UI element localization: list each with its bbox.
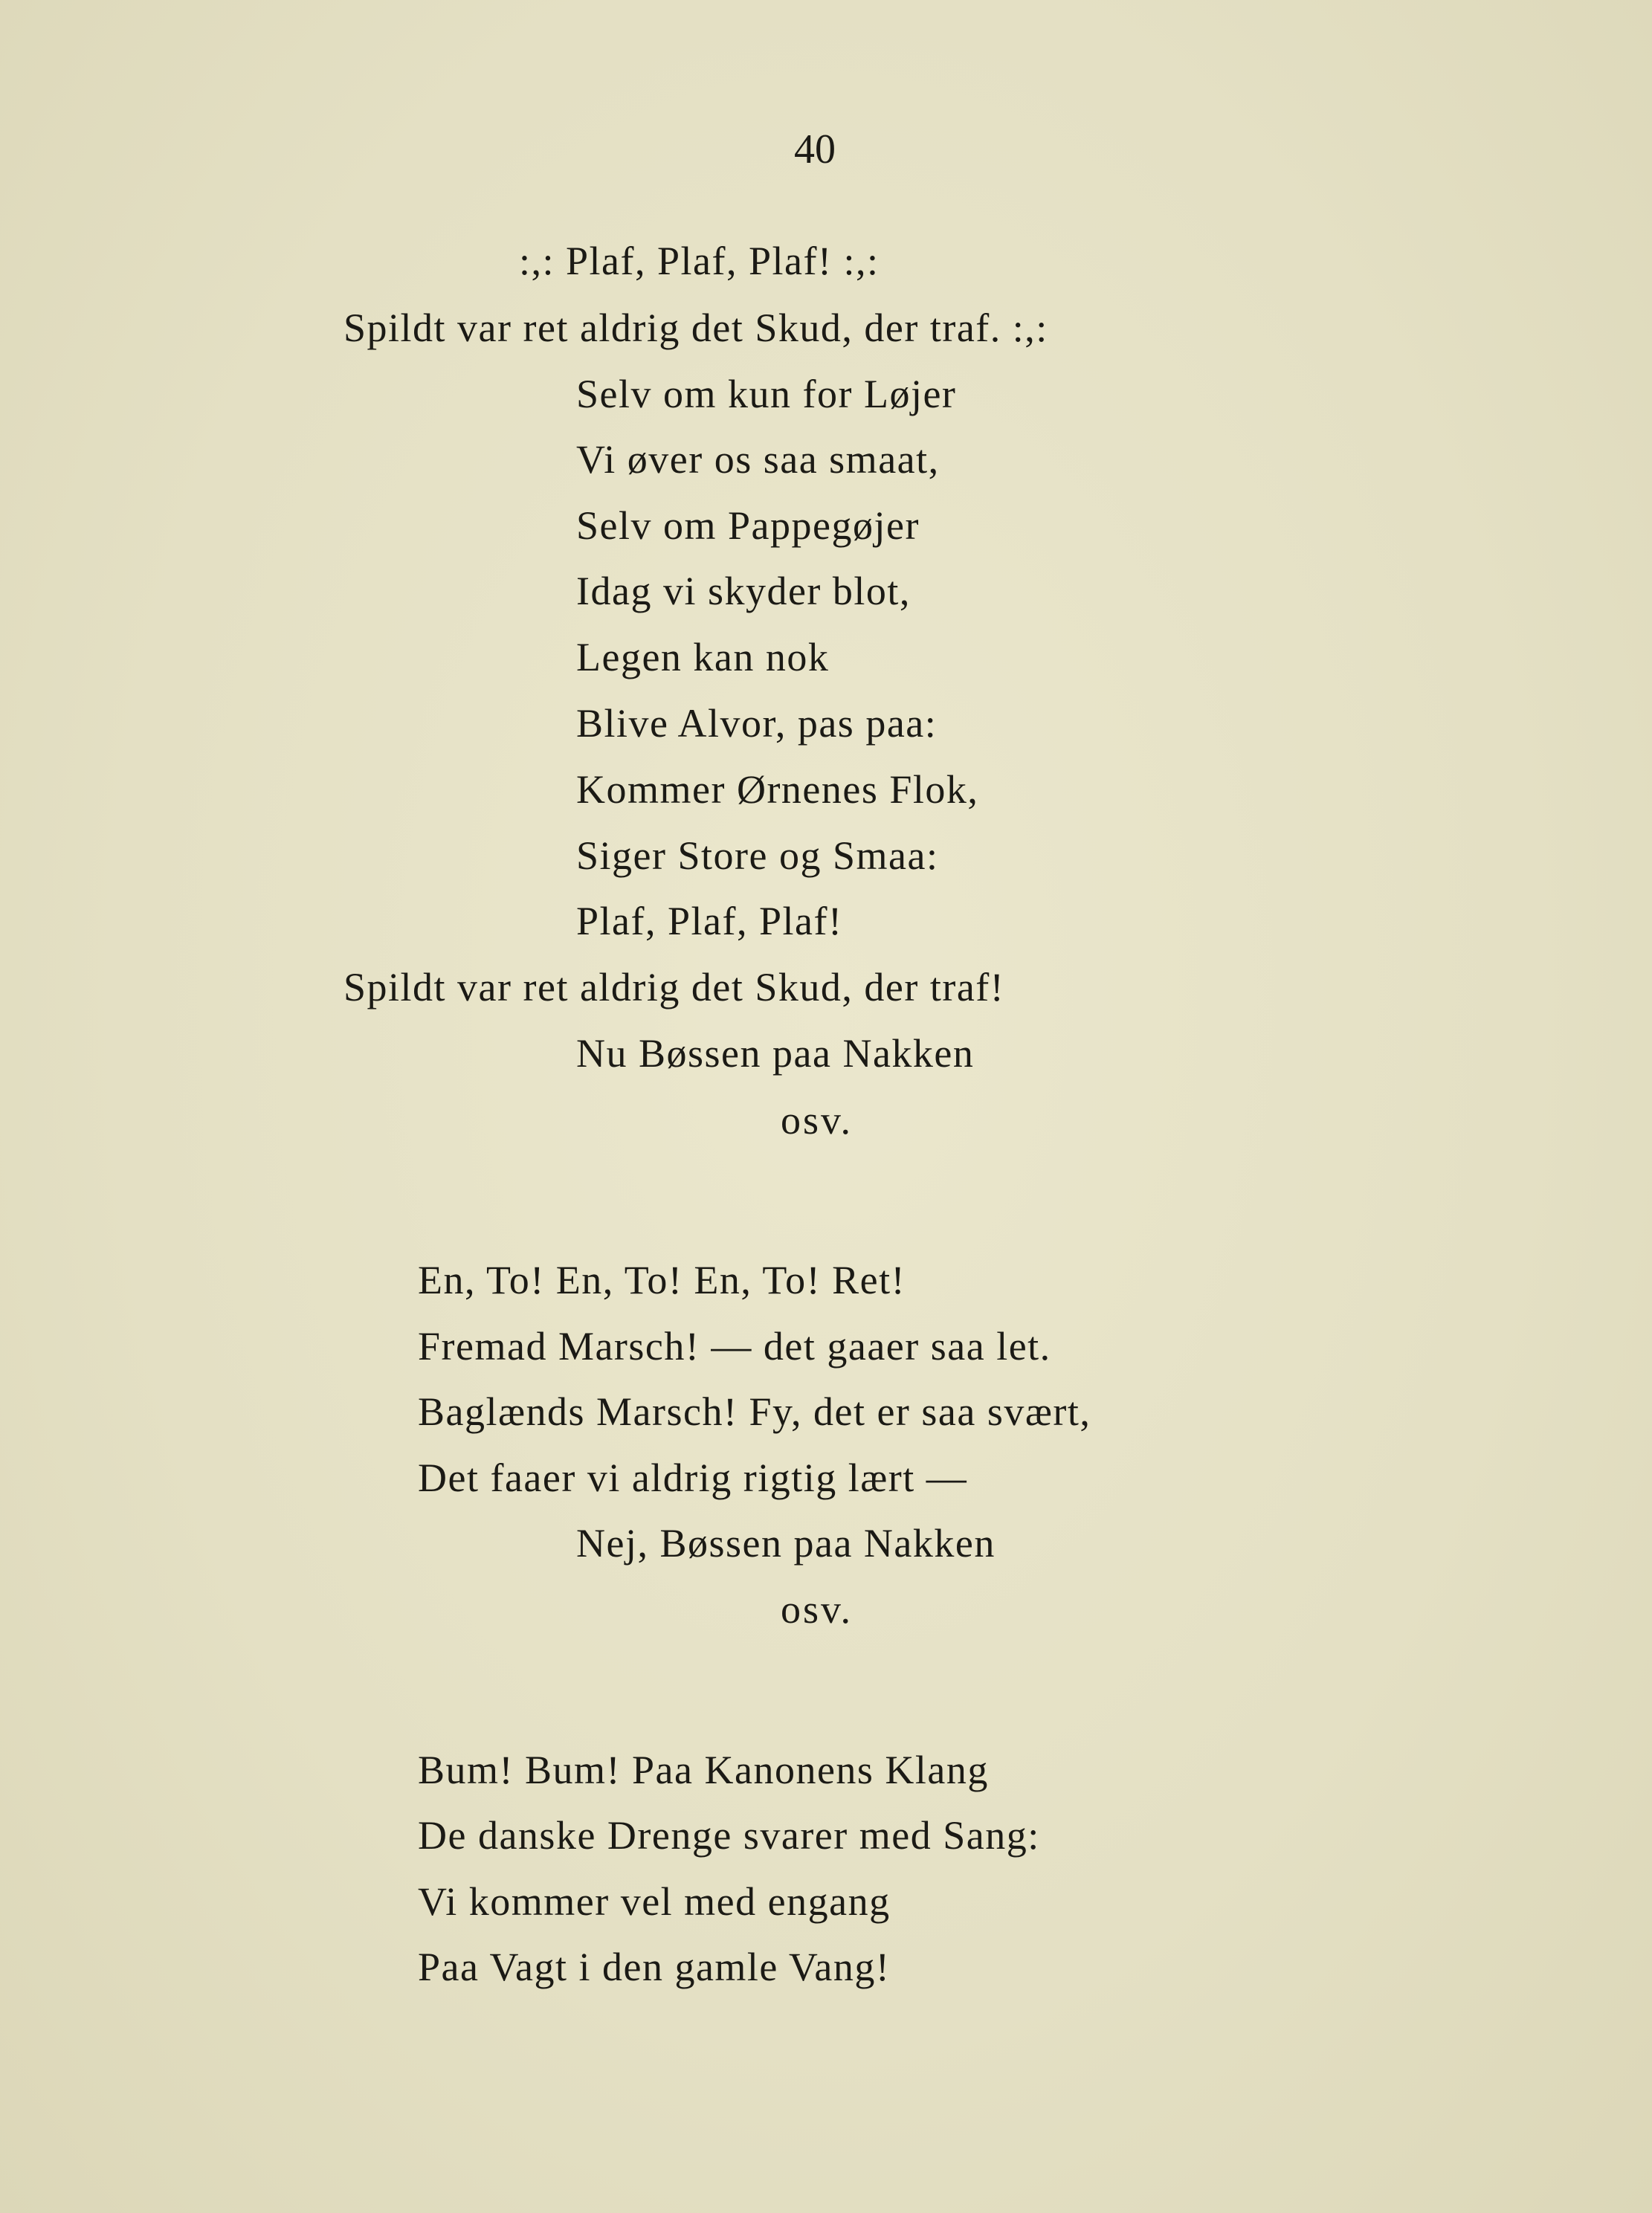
verse-line: Det faaer vi aldrig rigtig lært — — [418, 1456, 968, 1500]
verse-line: Vi kommer vel med engang — [418, 1879, 891, 1924]
verse-line: Spildt var ret aldrig det Skud, der traf! — [343, 965, 1005, 1009]
verse-line: :,: Plaf, Plaf, Plaf! :,: — [519, 239, 880, 283]
verse-line: Nu Bøssen paa Nakken — [576, 1031, 975, 1076]
verse-line: De danske Drenge svarer med Sang: — [418, 1813, 1040, 1858]
verse-line: Legen kan nok — [576, 635, 830, 679]
verse-line: Bum! Bum! Paa Kanonens Klang — [418, 1748, 989, 1792]
verse-line-osv: osv. — [781, 1098, 854, 1143]
verse-line: Vi øver os saa smaat, — [576, 437, 940, 482]
verse-line: Siger Store og Smaa: — [576, 833, 939, 878]
verse-line: Selv om kun for Løjer — [576, 372, 957, 416]
verse-line: Fremad Marsch! — det gaaer saa let. — [418, 1324, 1051, 1369]
verse-line: Blive Alvor, pas paa: — [576, 701, 938, 746]
verse-line: Plaf, Plaf, Plaf! — [576, 899, 843, 943]
page-number: 40 — [794, 126, 836, 172]
verse-line: Selv om Pappegøjer — [576, 503, 920, 548]
verse-line: Idag vi skyder blot, — [576, 569, 911, 613]
verse-line: En, To! En, To! En, To! Ret! — [418, 1258, 906, 1302]
verse-line: Nej, Bøssen paa Nakken — [576, 1521, 996, 1566]
verse-line: Paa Vagt i den gamle Vang! — [418, 1945, 891, 1989]
verse-line: Spildt var ret aldrig det Skud, der traf. :,: — [343, 306, 1048, 350]
verse-line: Baglænds Marsch! Fy, det er saa svært, — [418, 1389, 1091, 1434]
verse-line: Kommer Ørnenes Flok, — [576, 767, 979, 812]
verse-line-osv: osv. — [781, 1587, 854, 1632]
